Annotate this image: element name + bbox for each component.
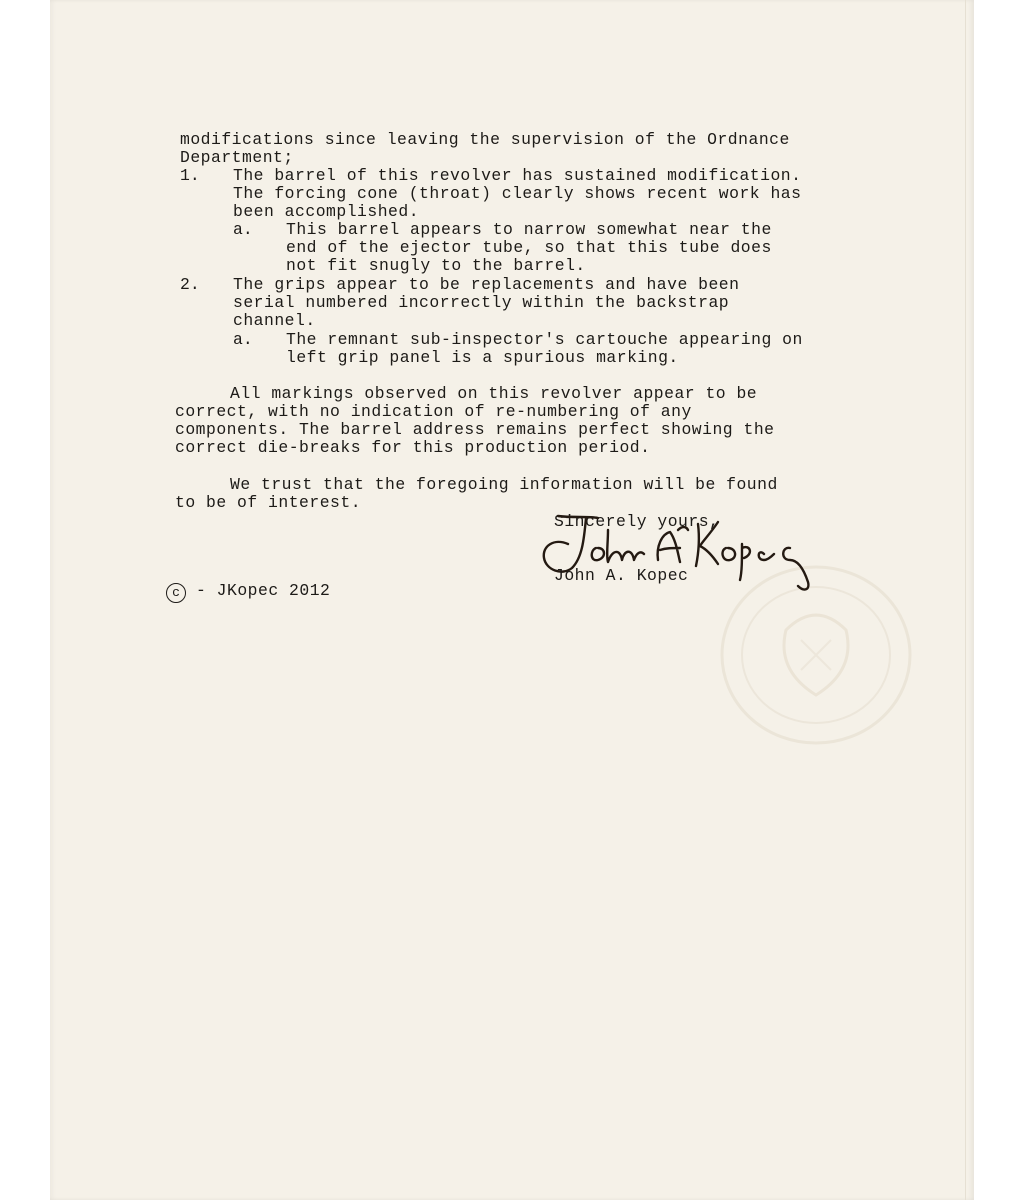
signer-name: John A. Kopec	[554, 566, 689, 585]
item-2-line-3: channel.	[233, 311, 316, 330]
item-2a-line-1: The remnant sub-inspector's cartouche appearing on	[286, 330, 803, 349]
item-1-line-1: The barrel of this revolver has sustained modification.	[233, 166, 802, 185]
markings-line-1: All markings observed on this revolver appear to be	[230, 384, 758, 403]
page-edge-line	[965, 0, 966, 1200]
item-1-number: 1.	[180, 166, 200, 185]
item-1a-letter: a.	[233, 220, 253, 239]
item-1-line-2: The forcing cone (throat) clearly shows recent work has	[233, 184, 802, 203]
item-2a-line-2: left grip panel is a spurious marking.	[286, 348, 679, 367]
intro-line-2: Department;	[180, 148, 294, 167]
item-2a-letter: a.	[233, 330, 253, 349]
handwritten-signature	[528, 510, 828, 610]
markings-line-2: correct, with no indication of re-numbering of any	[175, 402, 692, 421]
item-2-line-1: The grips appear to be replacements and have been	[233, 275, 740, 294]
markings-line-4: correct die-breaks for this production period.	[175, 438, 651, 457]
copyright-text: - JKopec 2012	[196, 581, 331, 600]
item-1a-line-1: This barrel appears to narrow somewhat near the	[286, 220, 772, 239]
item-2-line-2: serial numbered incorrectly within the backstrap	[233, 293, 730, 312]
item-1a-line-2: end of the ejector tube, so that this tube does	[286, 238, 772, 257]
item-1-line-3: been accomplished.	[233, 202, 420, 221]
item-1a-line-3: not fit snugly to the barrel.	[286, 256, 586, 275]
closing: Sincerely yours,	[554, 512, 720, 531]
trust-line-1: We trust that the foregoing information will be found	[230, 475, 778, 494]
copyright-icon: c	[166, 583, 186, 603]
markings-line-3: components. The barrel address remains perfect showing the	[175, 420, 775, 439]
trust-line-2: to be of interest.	[175, 493, 362, 512]
item-2-number: 2.	[180, 275, 200, 294]
intro-line-1: modifications since leaving the supervision of the Ordnance	[180, 130, 790, 149]
